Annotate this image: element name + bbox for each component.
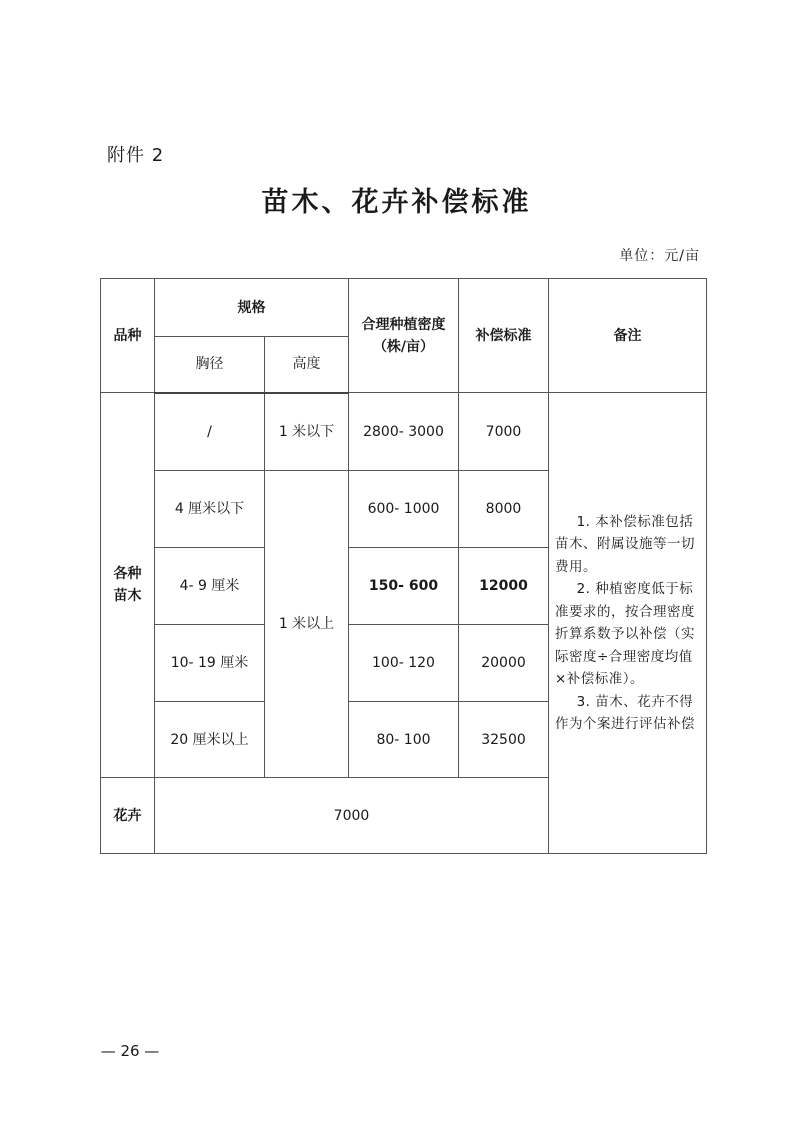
density-cell: 80- 100: [349, 702, 459, 778]
standard-cell: 8000: [459, 471, 549, 548]
compensation-table: [100, 278, 707, 854]
category-seedlings-line2: 苗木: [113, 588, 142, 604]
note-item: 2. 种植密度低于标准要求的，按合理密度折算系数予以补偿（实际密度÷合理密度均值×补偿标准）。: [555, 581, 695, 687]
density-cell: 150- 600: [349, 548, 459, 625]
header-standard: 补偿标准: [459, 279, 549, 393]
page-title: 苗木、花卉补偿标准: [261, 187, 532, 218]
header-spec: 规格: [155, 279, 349, 337]
standard-cell: 20000: [459, 625, 549, 702]
density-cell: 600- 1000: [349, 471, 459, 548]
header-density-line1: 合理种植密度: [361, 316, 446, 333]
category-flowers: 花卉: [101, 778, 155, 854]
unit-label: 单位：元/亩: [619, 248, 700, 264]
dbh-cell: 4- 9 厘米: [155, 548, 265, 625]
header-dbh: 胸径: [155, 337, 265, 393]
page-number: — 26 —: [100, 1042, 160, 1060]
header-density: [349, 279, 459, 393]
height-cell: 1 米以下: [265, 393, 349, 471]
header-variety: 品种: [101, 279, 155, 393]
height-cell-tall: 1 米以上: [265, 471, 349, 778]
dbh-cell: 20 厘米以上: [155, 702, 265, 778]
standard-cell: 32500: [459, 702, 549, 778]
notes-cell: [549, 393, 707, 854]
density-cell: 100- 120: [349, 625, 459, 702]
category-seedlings: [101, 393, 155, 778]
header-density-line2: （株/亩）: [372, 338, 435, 355]
density-cell: 2800- 3000: [349, 393, 459, 471]
dbh-cell: 10- 19 厘米: [155, 625, 265, 702]
dbh-cell: /: [155, 393, 265, 471]
standard-cell: 7000: [459, 393, 549, 471]
standard-cell: 12000: [459, 548, 549, 625]
note-item: 1. 本补偿标准包括苗木、附属设施等一切费用。: [555, 513, 695, 575]
flowers-standard: 7000: [155, 778, 549, 854]
header-height: 高度: [265, 337, 349, 393]
note-item: 3. 苗木、花卉不得作为个案进行评估补偿: [555, 693, 695, 732]
dbh-cell: 4 厘米以下: [155, 471, 265, 548]
header-notes: 备注: [549, 279, 707, 393]
annex-label: 附件 2: [107, 145, 165, 166]
category-seedlings-line1: 各种: [113, 566, 142, 582]
